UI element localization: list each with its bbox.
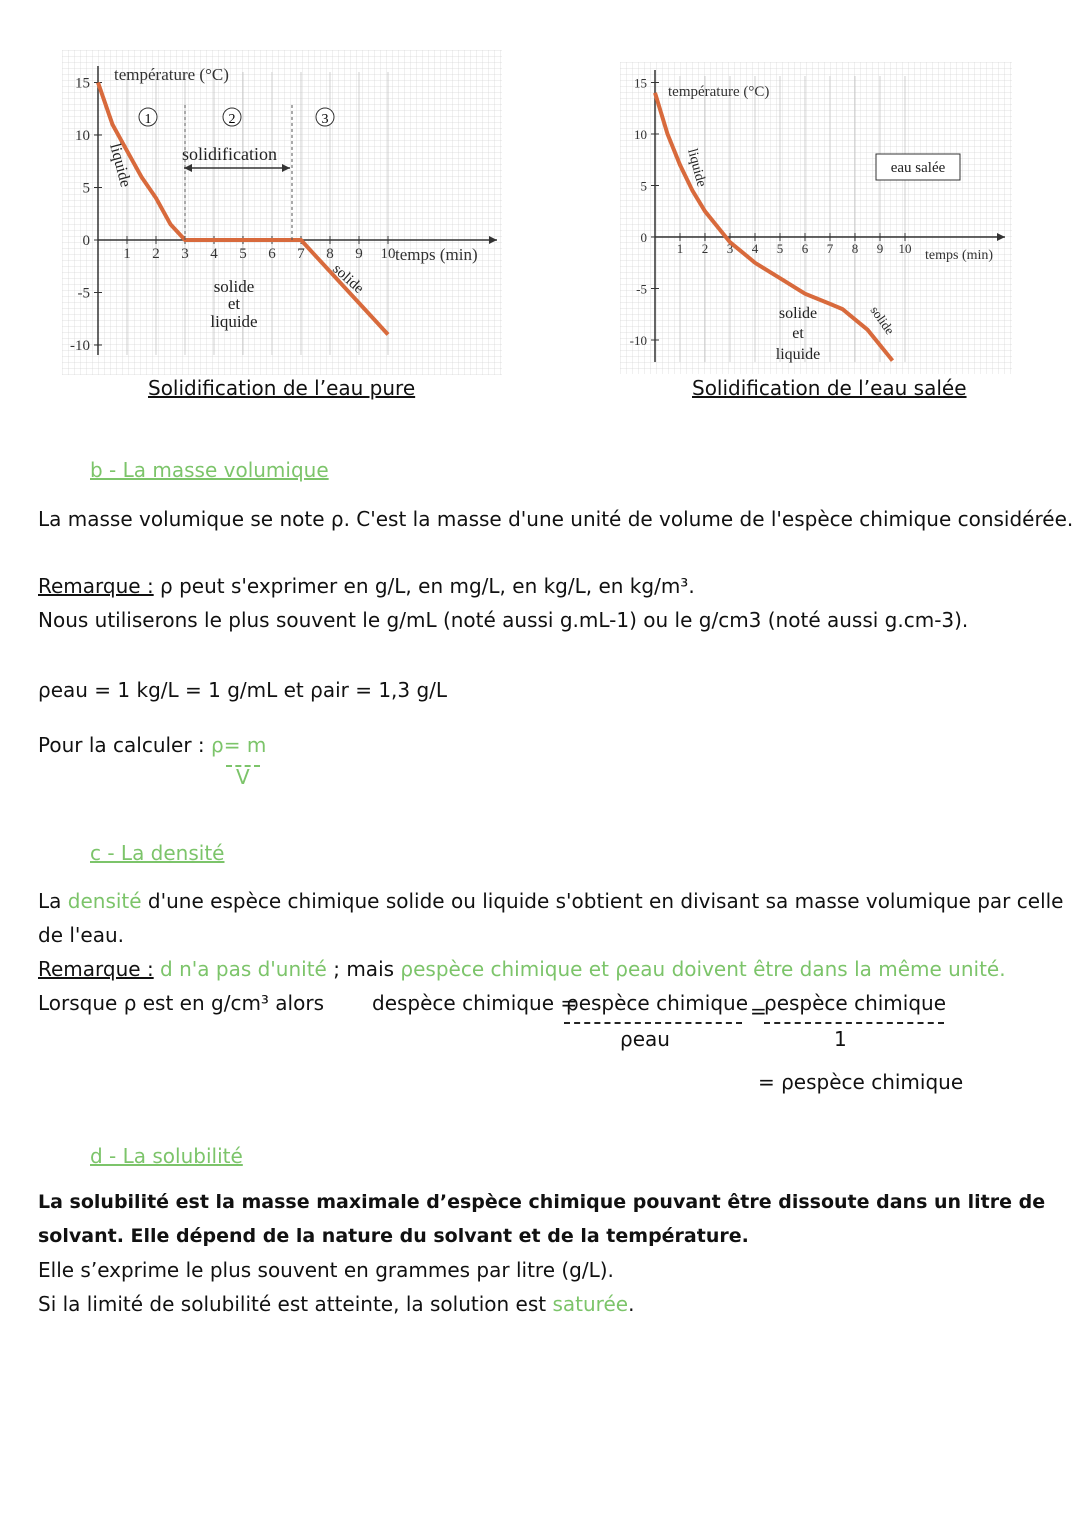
remarque-green-2: ρespèce chimique et ρeau doivent être dans la même unité. [400,957,1006,981]
remarque-label: Remarque : [38,957,154,981]
y-tick-label: 15 [634,75,647,91]
solubilite-saturee [38,1287,634,1321]
saturee-a: Si la limité de solubilité est atteinte, la solution est [38,1292,553,1316]
chart-caption-eau-salee: Solidification de l’eau salée [692,376,967,400]
y-tick-label: -10 [70,338,90,354]
remarque-text: ρ peut s'exprimer en g/L, en mg/L, en kg/L, en kg/m³. [153,574,695,598]
x-tick-label: 10 [898,241,912,256]
calc-formula [38,728,266,762]
solubilite-definition-2: solvant. Elle dépend de la nature du solvant et de la température. [38,1225,749,1247]
section-title-densite: c - La densité [90,841,225,865]
calc-label: Pour la calculer : [38,733,212,757]
remarque-mid: ; mais [326,957,401,981]
x-tick-label: 9 [876,241,884,256]
remarque-green-1: d n'a pas d'unité [153,957,327,981]
x-tick-label: 9 [355,246,363,262]
chart-eau-pure [62,50,502,380]
solubilite-unit: Elle s’exprime le plus souvent en grammes par litre (g/L). [38,1258,614,1282]
y-tick-label: -5 [77,285,90,302]
annotation-liquide-2: liquide [210,312,258,331]
x-tick-label: 4 [210,246,218,262]
densite-formula-den2: 1 [834,1027,847,1051]
legend-eau-salee: eau salée [890,160,946,176]
x-axis-label: temps (min) [395,245,478,264]
annotation-liquide-2: liquide [775,346,821,363]
x-tick-label: 2 [152,246,160,262]
annotation-solide: solide [213,277,255,296]
densite-definition [38,884,1063,918]
svg-text:3: 3 [321,112,329,127]
x-tick-label: 7 [826,241,834,256]
y-tick-label: -5 [636,281,647,297]
phase-label: solidification [182,144,277,164]
densite-condition: Lorsque ρ est en g/cm³ alors [38,991,324,1015]
formula-rho-num: ρ= m [211,733,267,757]
remarque-densite [38,952,1006,986]
densite-formula-eq: = [750,999,767,1023]
x-tick-label: 10 [380,246,396,262]
saturee-b: . [628,1292,635,1316]
section-title-solubilite: d - La solubilité [90,1144,243,1168]
densite-term: densité [67,889,142,913]
densite-def-b: d'une espèce chimique solide ou liquide s'obtient en divisant sa masse volumique par celle [141,889,1064,913]
densite-formula-result: = ρespèce chimique [758,1070,964,1094]
saturee-term: saturée [552,1292,629,1316]
annotation-liquide: liquide [684,147,709,189]
solubilite-definition-1: La solubilité est la masse maximale d’espèce chimique pouvant être dissoute dans un litre de [38,1191,1046,1213]
x-tick-label: 1 [676,241,684,256]
y-tick-label: 0 [82,233,90,249]
annotation-solide: solide [778,305,818,322]
fraction-bar-2 [764,1022,944,1024]
masse-volumique-definition: La masse volumique se note ρ. C'est la masse d'une unité de volume de l'espèce chimique considérée. [38,507,1074,531]
section-title-masse-volumique: b - La masse volumique [90,458,329,482]
densite-formula-left: despèce chimique = [372,991,578,1015]
x-tick-label: 3 [181,246,189,262]
x-tick-label: 4 [751,241,759,256]
y-tick-label: 5 [82,180,90,197]
annotation-solide-2: solide [329,261,367,297]
x-tick-label: 8 [326,246,334,262]
y-axis-label: température (°C) [668,84,770,100]
y-tick-label: 15 [75,75,90,92]
y-tick-label: 10 [634,127,647,142]
svg-text:2: 2 [228,112,236,127]
x-tick-label: 5 [776,241,784,256]
x-tick-label: 8 [851,241,859,256]
x-axis-label: temps (min) [925,248,994,263]
x-tick-label: 6 [801,241,809,256]
y-tick-label: 0 [640,230,647,245]
remarque-unites [38,569,695,603]
y-tick-label: 10 [75,128,90,144]
x-tick-label: 7 [297,246,305,262]
annotation-liquide: liquide [106,141,135,189]
densite-formula-num1: ρespèce chimique [566,991,749,1015]
x-tick-label: 5 [239,246,247,262]
formula-rho-den: V [236,765,250,789]
y-axis-label: température (°C) [114,65,229,84]
densite-formula-den1: ρeau [620,1027,670,1051]
densite-formula-num2: ρespèce chimique [764,991,947,1015]
masse-volumique-values: ρeau = 1 kg/L = 1 g/mL et ρair = 1,3 g/L [38,678,448,702]
densite-def-a: La [38,889,68,913]
annotation-solide-2: solide [867,303,898,338]
densite-definition-line2: de l'eau. [38,923,125,947]
x-tick-label: 6 [268,246,276,262]
annotation-et: et [227,294,241,313]
x-tick-label: 2 [701,241,709,256]
chart-caption-eau-pure: Solidification de l’eau pure [148,376,416,400]
x-tick-label: 3 [726,241,734,256]
annotation-et: et [792,325,804,342]
remarque-unites-line2: Nous utiliserons le plus souvent le g/mL (noté aussi g.mL-1) ou le g/cm3 (noté aussi g.cm-3). [38,608,969,632]
x-tick-label: 1 [123,246,131,262]
y-tick-label: 5 [640,178,647,194]
remarque-label: Remarque : [38,574,154,598]
svg-text:1: 1 [144,112,152,127]
chart-eau-salee [620,62,1012,377]
y-tick-label: -10 [629,333,647,348]
